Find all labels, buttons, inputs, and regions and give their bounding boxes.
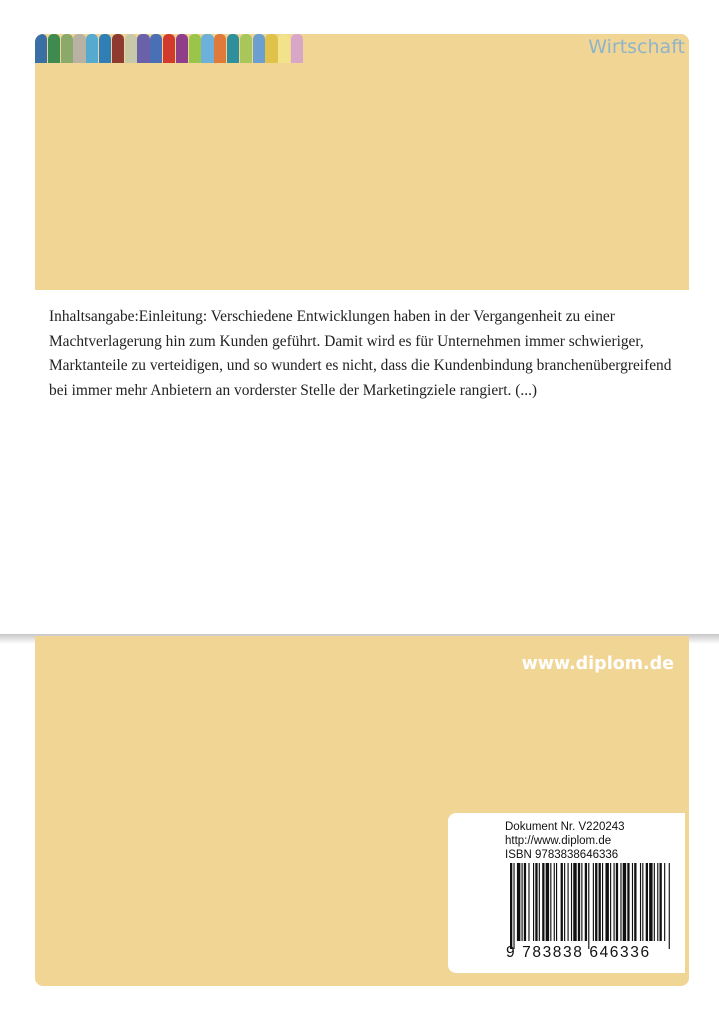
- document-number: Dokument Nr. V220243: [505, 821, 625, 833]
- barcode-bar: [595, 863, 597, 941]
- barcode-bar: [554, 863, 555, 941]
- barcode-bar: [581, 863, 582, 941]
- color-stripe: [176, 34, 188, 63]
- barcode-bar: [578, 863, 580, 941]
- barcode-bar: [517, 863, 520, 941]
- color-stripe: [214, 34, 226, 63]
- barcode-bar: [546, 863, 549, 941]
- barcode-bar: [632, 863, 633, 941]
- barcode-bar: [539, 863, 540, 941]
- barcode-bar: [654, 863, 655, 941]
- barcode-bar: [533, 863, 534, 941]
- color-stripe: [150, 34, 162, 63]
- barcode-bar: [556, 863, 557, 941]
- color-stripe: [125, 34, 137, 63]
- barcode-bar: [522, 863, 523, 941]
- barcode-bar: [640, 863, 641, 941]
- color-stripe: [240, 34, 252, 63]
- color-stripe: [73, 34, 85, 63]
- barcode-bar: [620, 863, 621, 941]
- color-stripe: [99, 34, 111, 63]
- website-url: www.diplom.de: [521, 654, 674, 674]
- barcode-bar: [599, 863, 601, 941]
- color-stripe: [265, 34, 277, 63]
- barcode-bar: [669, 863, 670, 949]
- barcode-bar: [510, 863, 512, 949]
- barcode-bar: [642, 863, 643, 941]
- barcode-bar: [573, 863, 576, 941]
- barcode-bar: [623, 863, 626, 941]
- barcode-bar: [524, 863, 526, 941]
- barcode-bar: [542, 863, 544, 941]
- barcode-bar: [634, 863, 636, 941]
- barcode-bar: [605, 863, 608, 941]
- color-stripe: [35, 34, 47, 63]
- color-stripe: [163, 34, 175, 63]
- color-stripe: [112, 34, 124, 63]
- color-stripe: [48, 34, 60, 63]
- barcode-bar: [561, 863, 563, 941]
- barcode-bar: [588, 863, 589, 949]
- color-stripe: [61, 34, 73, 63]
- barcode-bar: [571, 863, 572, 941]
- barcode-bar: [528, 863, 529, 941]
- color-stripes: [35, 34, 304, 63]
- barcode-bar: [610, 863, 611, 941]
- barcode-bar: [564, 863, 565, 941]
- barcode-bar: [593, 863, 594, 941]
- barcode-bar: [568, 863, 569, 941]
- barcode-bar: [657, 863, 658, 941]
- color-stripe: [86, 34, 98, 63]
- barcode-icon: [510, 863, 670, 949]
- color-stripe: [201, 34, 213, 63]
- barcode-bar: [614, 863, 615, 941]
- barcode-bar: [649, 863, 652, 941]
- isbn-text: ISBN 9783838646336: [505, 849, 619, 861]
- barcode-digits: 9 783838 646336: [506, 944, 651, 961]
- barcode-bar: [513, 863, 514, 949]
- color-stripe: [137, 34, 149, 63]
- barcode-bar: [550, 863, 551, 941]
- barcode-bar: [646, 863, 648, 941]
- barcode-bar: [627, 863, 629, 941]
- barcode-bar: [585, 863, 587, 941]
- barcode-bar: [602, 863, 603, 941]
- category-label: Wirtschaft: [588, 36, 685, 58]
- color-stripe: [253, 34, 265, 63]
- color-stripe: [291, 34, 303, 63]
- barcode-bar: [660, 863, 662, 941]
- abstract-text: Inhaltsangabe:Einleitung: Verschiedene Entwicklungen haben in der Vergangenheit zu einer Machtverlagerung hin zum Kunden geführt. Damit wird es für Unternehmen immer schwieriger, Marktanteile zu verteidigen, und so wundert es nicht, dass die Kundenbindung branchenübergreifend bei immer mehr Anbietern an vorderster Stelle der Marketingziele rangiert. (...): [49, 308, 672, 399]
- cover-top-panel: [35, 34, 689, 290]
- color-stripe: [278, 34, 290, 63]
- document-url: http://www.diplom.de: [505, 835, 612, 847]
- barcode-bar: [616, 863, 618, 941]
- color-stripe: [227, 34, 239, 63]
- color-stripe: [189, 34, 201, 63]
- barcode-bar: [535, 863, 537, 941]
- barcode-bar: [664, 863, 665, 941]
